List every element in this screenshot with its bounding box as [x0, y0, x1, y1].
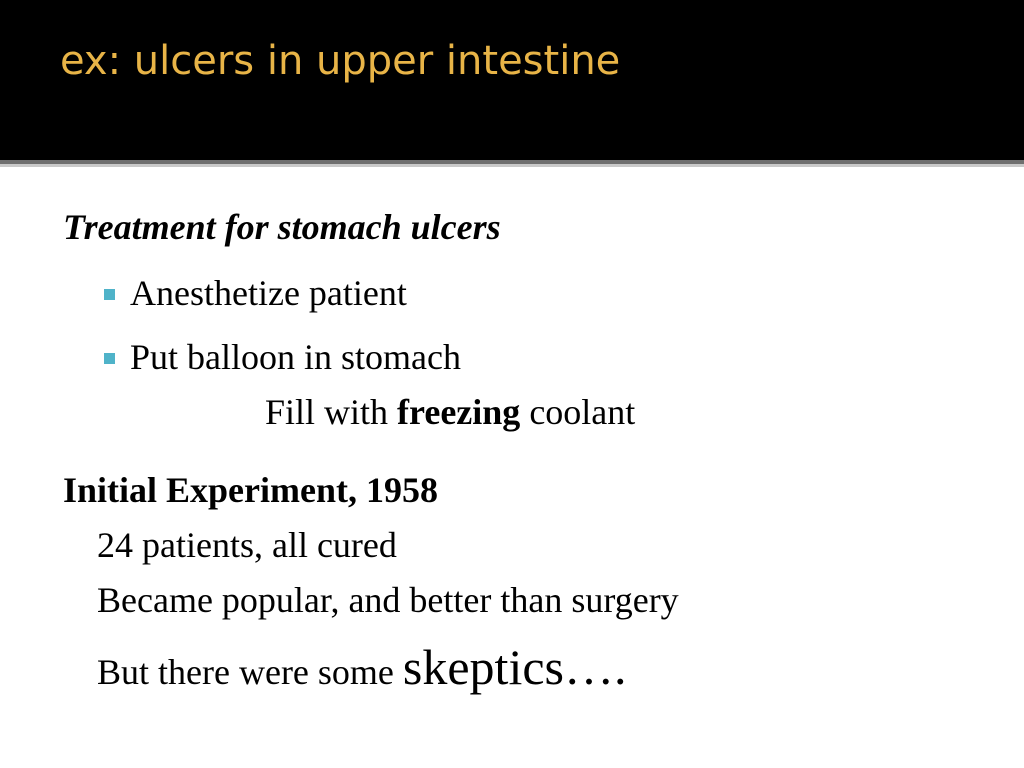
sub-line-suffix: coolant: [520, 392, 636, 432]
bullet-item: Put balloon in stomach: [130, 337, 461, 377]
section-heading-treatment: Treatment for stomach ulcers: [63, 207, 501, 247]
sub-line-coolant: [265, 393, 635, 433]
sub-line-emphasis: freezing: [397, 392, 521, 432]
title-divider-highlight: [0, 164, 1024, 167]
slide-title: ex: ulcers in upper intestine: [60, 38, 621, 84]
sub-line-prefix: Fill with: [265, 392, 398, 432]
title-bar: [0, 0, 1024, 160]
body-line-skeptics: [97, 640, 627, 695]
body-line: 24 patients, all cured: [97, 525, 397, 565]
bullet-square-icon: [104, 289, 115, 300]
section-heading-experiment: Initial Experiment, 1958: [63, 470, 438, 510]
bullet-square-icon: [104, 353, 115, 364]
bullet-item: Anesthetize patient: [130, 273, 407, 313]
skeptics-prefix: But there were some: [97, 652, 403, 692]
body-line: Became popular, and better than surgery: [97, 580, 679, 620]
skeptics-emphasis: skeptics….: [402, 639, 627, 695]
